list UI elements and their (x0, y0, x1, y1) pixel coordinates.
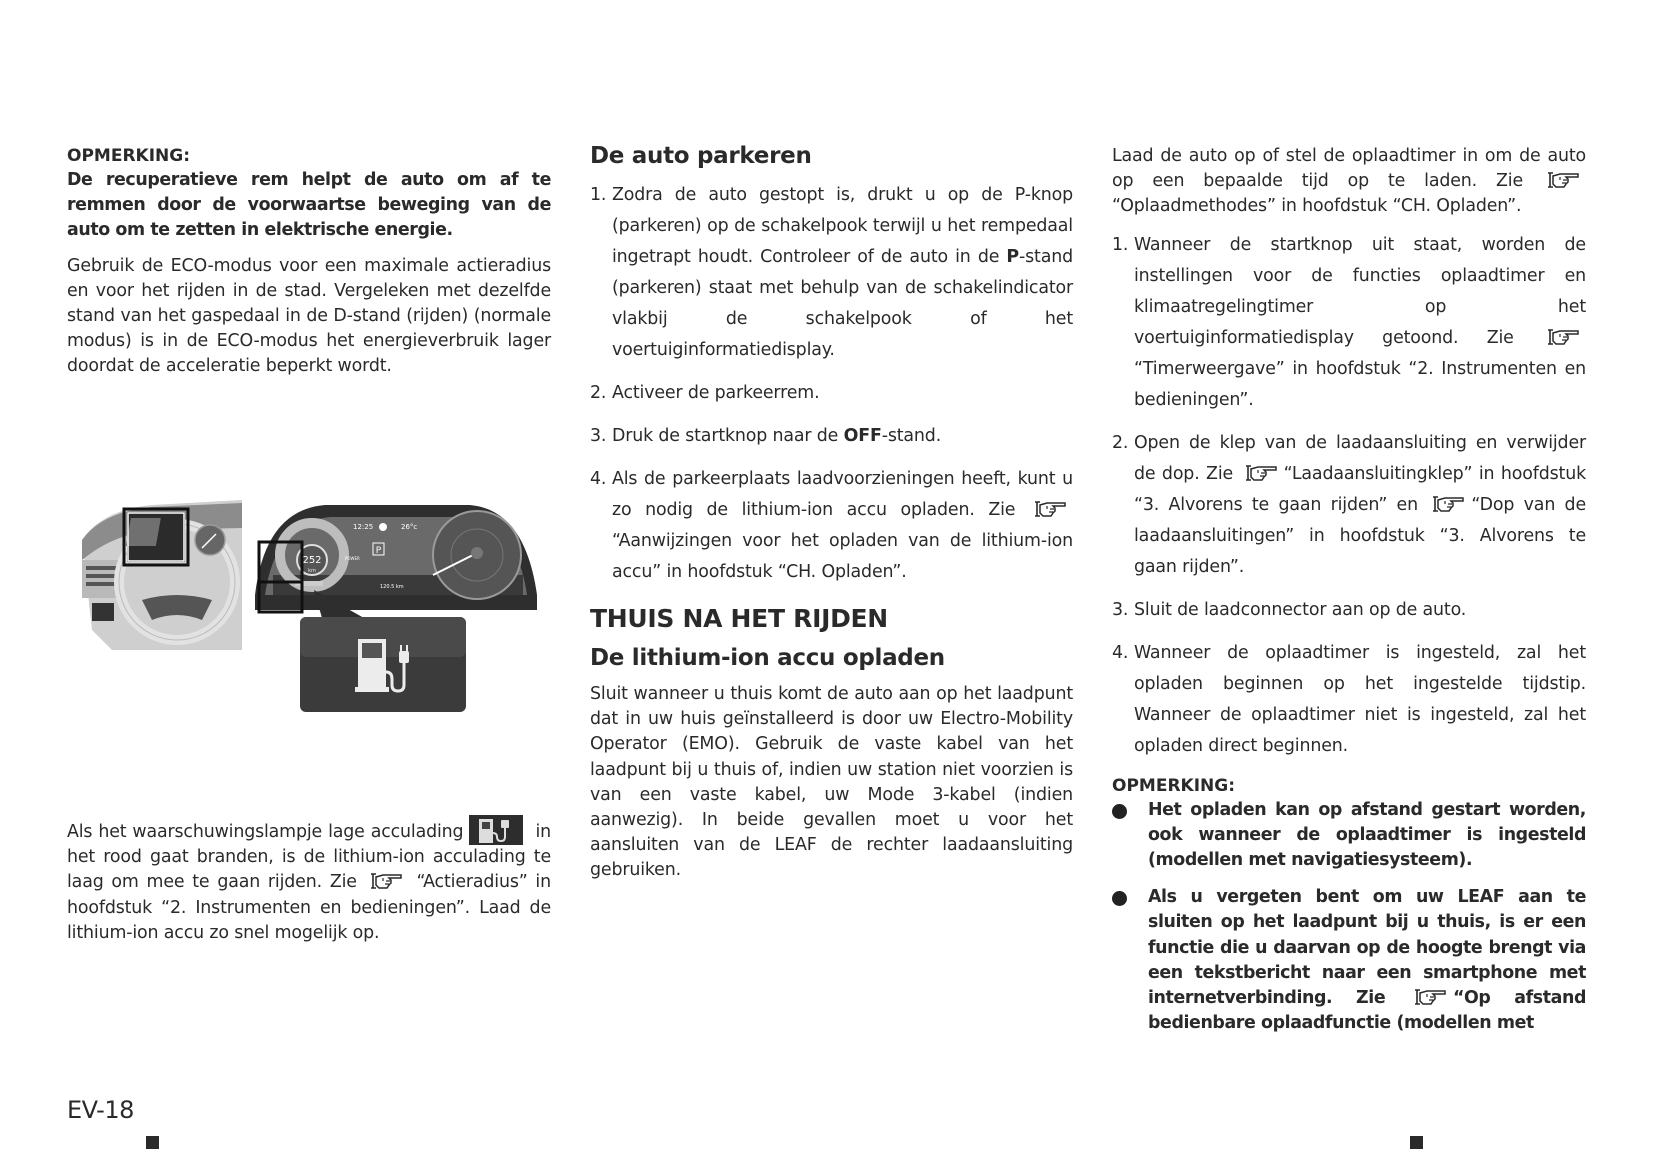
svg-text:26°c: 26°c (401, 523, 418, 531)
heading-charging: De lithium-ion accu opladen (590, 645, 945, 671)
note-bullet: Als u vergeten bent om uw LEAF aan te sluiten op het laadpunt bij u thuis, is er een functie die u daarvan op de hoogte brengt via een tekstbericht naar een smartphone met internetverbinding. Zie “Op afstand bedienbare oplaadfunctie (modellen met (1112, 885, 1586, 1036)
crop-mark-right (1410, 1136, 1423, 1149)
note-bullet: Het opladen kan op afstand gestart worden, ook wanneer de oplaadtimer is ingesteld (modellen met navigatiesysteem). (1112, 798, 1586, 874)
parking-step-3: 3. Druk de startknop naar de OFF-stand. (590, 426, 942, 446)
reference-hand-icon (369, 872, 403, 890)
svg-text:12:25: 12:25 (353, 523, 374, 531)
reference-hand-icon (1244, 464, 1278, 482)
left-column (67, 144, 551, 390)
dashboard-figure (82, 500, 542, 750)
warning-paragraph: Als het waarschuwingslampje lage acculading in het rood gaat branden, is de lithium-ion acculading te laag om mee te gaan rijden. Zie “Actieradius” in hoofdstuk “2. Instrumenten en bedieningen”. Laad de lithium-ion accu zo snel mogelijk op. (67, 815, 551, 946)
reference-hand-icon (1546, 328, 1580, 346)
car-dashboard-icon (82, 500, 242, 650)
charging-paragraph: Sluit wanneer u thuis komt de auto aan op het laadpunt dat in uw huis geïnstalleerd is door uw Electro-Mobility Operator (EMO). Gebruik de vaste kabel van het laadpunt bij u thuis of, indien uw station niet voorzien is van een vaste kabel, uw Mode 3-kabel (indien aanwezig). In beide gevallen moet u voor het aansluiten van de LEAF de rechter laadaansluiting gebruiken. (590, 684, 1073, 881)
charging-steps (1112, 230, 1586, 762)
reference-hand-icon (1033, 500, 1067, 518)
svg-text:252: 252 (302, 555, 322, 566)
low-charge-callout-panel (300, 617, 466, 712)
charging-step-2: 2. Open de klep van de laadaansluiting en verwijder de dop. Zie “Laadaansluitingklep” in hoofdstuk “3. Alvorens te gaan rijden” en “Dop van de laadaansluitingen” in hoofdstuk “3. Alvorens te gaan rijden”. (1112, 432, 1586, 577)
svg-text:km: km (308, 568, 316, 574)
parking-steps (590, 180, 1073, 588)
note-bullets (1112, 798, 1586, 1037)
low-battery-warning-icon (469, 815, 523, 845)
heading-parking: De auto parkeren (590, 143, 812, 169)
parking-step-2: 2. Activeer de parkeerrem. (590, 383, 820, 403)
svg-text:POWER: POWER (345, 556, 360, 561)
page-number: EV-18 (67, 1096, 134, 1124)
charging-step-4: 4. Wanneer de oplaadtimer is ingesteld, zal het opladen beginnen op het ingestelde tijdstip. Wanneer de oplaadtimer niet is ingesteld, zal het opladen direct beginnen. (1112, 642, 1586, 756)
eco-mode-paragraph: Gebruik de ECO-modus voor een maximale actieradius en voor het rijden in de stad. Vergeleken met dezelfde stand van het gaspedaal in de D-stand (rijden) (normale modus) is in de ECO-modus het energieverbruik lager doordat de acceleratie beperkt wordt. (67, 255, 551, 377)
note-text: De recuperatieve rem helpt de auto om af te remmen door de voorwaartse beweging van de auto om te zetten in elektrische energie. (67, 170, 551, 241)
crop-mark-left (146, 1136, 159, 1149)
dashboard-illustration (82, 500, 542, 750)
svg-text:120.5 km: 120.5 km (380, 584, 404, 590)
parking-step-1: 1. Zodra de auto gestopt is, drukt u op de P-knop (parkeren) op de schakelpook terwijl u het rempedaal ingetrapt houdt. Controleer of de auto in de P-stand (parkeren) staat met behulp van de schakelindicator vlakbij de schakelpook of het voertuiginformatiedisplay. (590, 185, 1073, 360)
reference-hand-icon (1546, 171, 1580, 189)
reference-hand-icon (1431, 495, 1465, 513)
section-title: THUIS NA HET RIJDEN (590, 604, 888, 633)
svg-text:P: P (375, 546, 382, 556)
note-label-right: OPMERKING: (1112, 775, 1236, 796)
left-column-warning (67, 815, 551, 946)
note-label: OPMERKING: (67, 146, 191, 166)
charging-step-1: 1. Wanneer de startknop uit staat, worden de instellingen voor de functies oplaadtimer en klimaatregelingtimer op het voertuiginformatiedisplay getoond. Zie “Timerweergave” in hoofdstuk “2. Instrumenten en bedieningen”. (1112, 234, 1586, 410)
bullet-icon (1112, 804, 1127, 819)
charging-step-3: 3. Sluit de laadconnector aan op de auto. (1112, 599, 1467, 620)
right-column (1112, 144, 1586, 1048)
middle-column (590, 140, 1073, 894)
reference-hand-icon (1413, 988, 1447, 1006)
parking-step-4: 4. Als de parkeerplaats laadvoorzieningen heeft, kunt u zo nodig de lithium-ion accu opladen. Zie “Aanwijzingen voor het opladen van de lithium-ion accu” in hoofdstuk “CH. Opladen”. (590, 469, 1073, 582)
charging-intro: Laad de auto op of stel de oplaadtimer in om de auto op een bepaalde tijd op te laden. Zie “Oplaadmethodes” in hoofdstuk “CH. Opladen”. (1112, 146, 1586, 217)
bullet-icon (1112, 891, 1127, 906)
instrument-cluster (255, 505, 537, 612)
